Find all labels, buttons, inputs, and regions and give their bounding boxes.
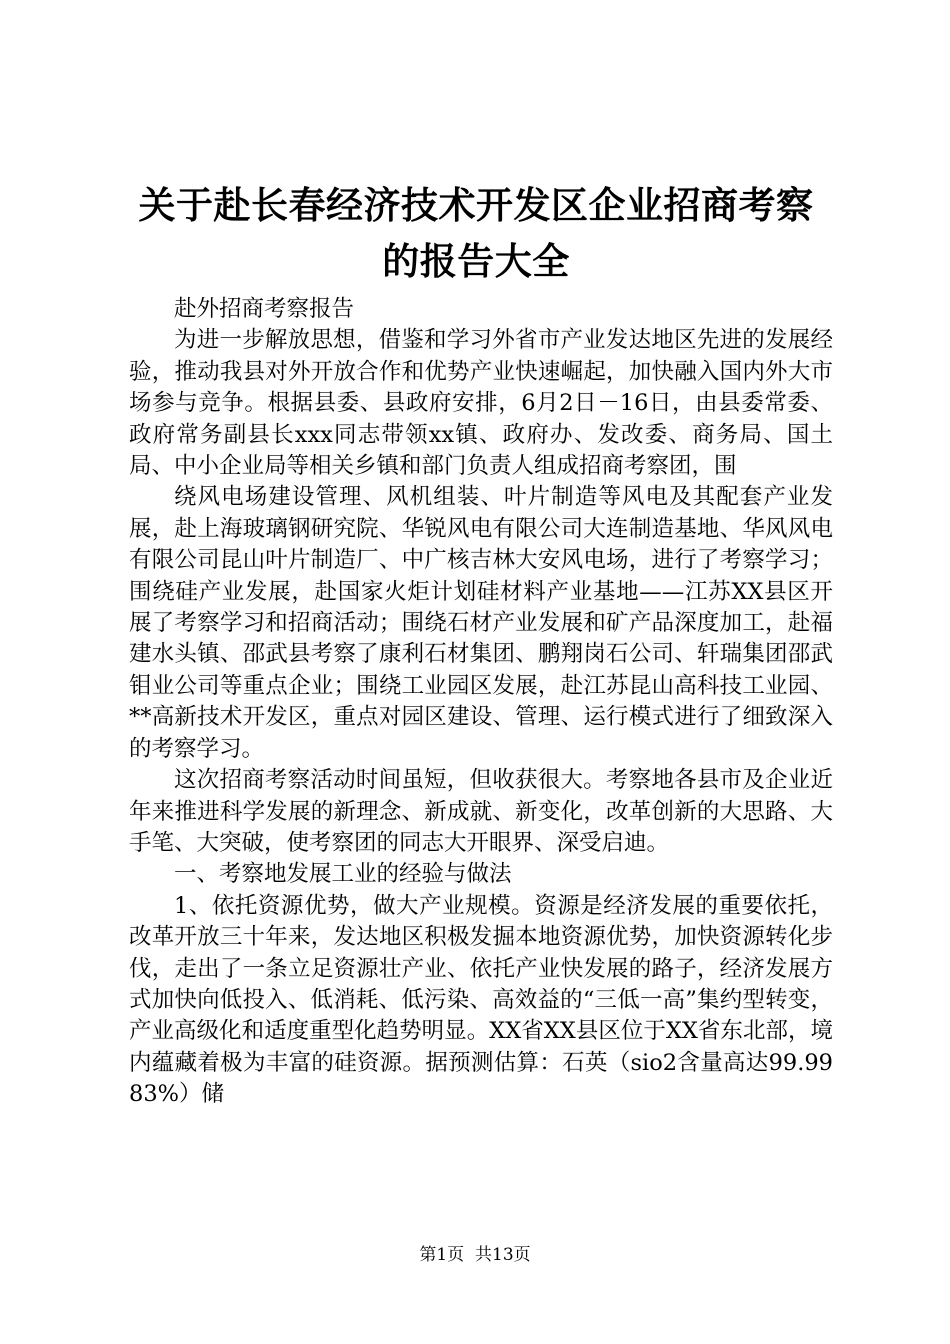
report-subtitle: 赴外招商考察报告 (174, 296, 355, 322)
page-footer (0, 1244, 950, 1266)
page-number: 第1页 (419, 1245, 465, 1265)
body-paragraph: 绕风电场建设管理、风机组装、叶片制造等风电及其配套产业发展，赴上海玻璃钢研究院、华锐风电有限公司大连制造基地、华风风电有限公司昆山叶片制造厂、中广核吉林大安风电场，进行了考察学习；围绕硅产业发展，赴国家火炬计划硅材料产业基地——江苏XX县区开展了考察学习和招商活动；围绕石材产业发展和矿产品深度加工，赴福建水头镇、邵武县考察了康利石材集团、鹏翔岗石公司、轩瑞集团邵武钼业公司等重点企业；围绕工业园区发展，赴江苏昆山高科技工业园、**高新技术开发区，重点对园区建设、管理、运行模式进行了细致深入的考察学习。 (129, 484, 833, 762)
body-paragraph: 为进一步解放思想，借鉴和学习外省市产业发达地区先进的发展经验，推动我县对外开放合作和优势产业快速崛起，加快融入国内外大市场参与竞争。根据县委、县政府安排，6月2日－16日，由县委常委、政府常务副县长xxx同志带领xx镇、政府办、发改委、商务局、国土局、中小企业局等相关乡镇和部门负责人组成招商考察团，围 (129, 327, 833, 480)
document-title: 关于赴长春经济技术开发区企业招商考察的报告大全 (138, 184, 814, 283)
document-body (129, 294, 833, 1111)
body-paragraph: 1、依托资源优势，做大产业规模。资源是经济发展的重要依托，改革开放三十年来，发达地区积极发掘本地资源优势，加快资源转化步伐，走出了一条立足资源壮产业、依托产业快发展的路子，经济发展方式加快向低投入、低消耗、低污染、高效益的“三低一高”集约型转变，产业高级化和适度重型化趋势明显。XX省XX县区位于XX省东北部，境内蕴藏着极为丰富的硅资源。据预测估算：石英（sio2含量高达99.9983%）储 (129, 892, 833, 1108)
page-total: 共13页 (475, 1245, 531, 1265)
section-heading: 一、考察地发展工业的经验与做法 (174, 861, 512, 888)
body-paragraph: 这次招商考察活动时间虽短，但收获很大。考察地各县市及企业近年来推进科学发展的新理念、新成就、新变化，改革创新的大思路、大手笔、大突破，使考察团的同志大开眼界、深受启迪。 (129, 767, 833, 856)
